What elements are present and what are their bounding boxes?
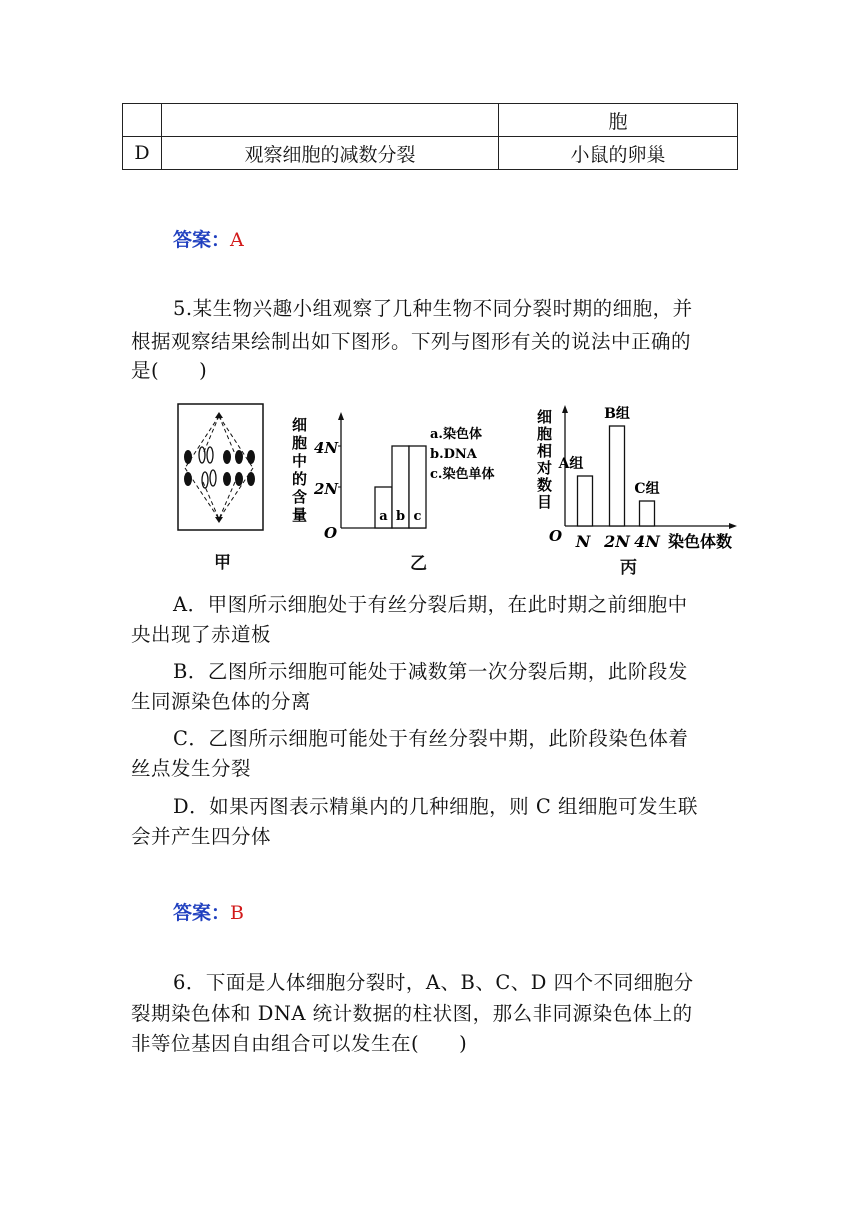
bing-ylabel-char: 胞 xyxy=(537,425,553,443)
yi-bars xyxy=(375,446,426,528)
option-b-line1: B．乙图所示细胞可能处于减数第一次分裂后期，此阶段发 xyxy=(173,660,688,683)
bing-ylabel-char: 对 xyxy=(537,459,553,477)
yi-bar-letter: c xyxy=(413,509,422,524)
option-d-line2: 会并产生四分体 xyxy=(131,825,272,848)
bing-ylabel-char: 相 xyxy=(537,442,553,460)
bing-ylabel-char: 细 xyxy=(537,408,553,426)
table-cell: 观察细胞的减数分裂 xyxy=(162,137,499,170)
yi-ylabel-char: 的 xyxy=(292,470,308,488)
bing-bar xyxy=(578,476,593,526)
bing-group-label: C组 xyxy=(634,481,660,497)
table-cell: 小鼠的卵巢 xyxy=(499,137,738,170)
yi-ylabel-char: 中 xyxy=(292,452,308,470)
option-b-line2: 生同源染色体的分离 xyxy=(131,690,312,713)
answer-line xyxy=(173,225,244,252)
yi-tick-4n: 4N xyxy=(314,439,339,457)
q6-line3: 非等位基因自由组合可以发生在( ) xyxy=(131,1032,468,1055)
yi-tick-2n: 2N xyxy=(314,480,339,498)
option-c-line1: C．乙图所示细胞可能处于有丝分裂中期，此阶段染色体着 xyxy=(173,727,689,750)
bing-xlabel: 染色体数 xyxy=(668,532,733,551)
answer-label: 答案： xyxy=(173,229,231,251)
answer-table xyxy=(122,103,738,170)
figure-bing-label: 丙 xyxy=(620,558,637,578)
bing-group-label: B组 xyxy=(604,406,630,422)
q6-line2: 裂期染色体和 DNA 统计数据的柱状图，那么非同源染色体上的 xyxy=(131,1002,693,1025)
yi-ylabel-char: 量 xyxy=(292,506,308,524)
yi-legend-c: c.染色单体 xyxy=(430,467,495,482)
table-row xyxy=(123,137,738,170)
yi-bar-letter: a xyxy=(379,509,388,524)
figure-yi-chart xyxy=(286,408,526,558)
yi-legend-a: a.染色体 xyxy=(430,427,482,442)
bing-y-arrow-icon xyxy=(562,405,568,413)
q5-stem-line2: 根据观察结果绘制出如下图形。下列与图形有关的说法中正确的 xyxy=(131,330,692,353)
bing-origin: O xyxy=(549,527,563,545)
option-a-line2: 央出现了赤道板 xyxy=(131,623,272,646)
bing-ylabel-char: 数 xyxy=(537,476,553,494)
table-cell: 胞 xyxy=(499,104,738,137)
yi-legend-b: b.DNA xyxy=(430,447,477,462)
yi-ylabel-char: 细 xyxy=(292,416,308,434)
q5-stem-line1: 5.某生物兴趣小组观察了几种生物不同分裂时期的细胞，并 xyxy=(173,297,693,320)
bing-ylabel xyxy=(536,408,552,511)
figure-jia-cell xyxy=(175,402,267,532)
bing-ylabel-char: 目 xyxy=(537,493,553,511)
yi-y-arrow-icon xyxy=(338,412,344,420)
yi-ylabel-char: 含 xyxy=(292,488,308,506)
answer-value: A xyxy=(230,229,244,251)
bing-x-arrow-icon xyxy=(729,523,737,529)
table-cell xyxy=(162,104,499,137)
q5-stem-line3: 是( ) xyxy=(131,359,208,382)
bing-x-tick: N xyxy=(575,532,591,551)
yi-bar-letter: b xyxy=(395,509,406,524)
option-a-line1: A．甲图所示细胞处于有丝分裂后期，在此时期之前细胞中 xyxy=(173,593,688,616)
answer-value: B xyxy=(230,902,244,924)
q6-line1: 6．下面是人体细胞分裂时，A、B、C、D 四个不同细胞分 xyxy=(173,971,694,994)
figure-jia-label: 甲 xyxy=(214,553,231,573)
figure-bing-chart xyxy=(535,400,755,580)
table-cell xyxy=(123,104,162,137)
table-row xyxy=(123,104,738,137)
bing-x-tick: 4N xyxy=(634,532,660,551)
yi-origin: O xyxy=(324,524,338,542)
bing-bar xyxy=(610,426,625,526)
option-c-line2: 丝点发生分裂 xyxy=(131,757,252,780)
bing-bars xyxy=(558,405,662,551)
option-d-line1: D．如果丙图表示精巢内的几种细胞，则 C 组细胞可发生联 xyxy=(173,795,698,818)
figure-yi-label: 乙 xyxy=(410,554,427,574)
answer-label: 答案： xyxy=(173,902,231,924)
bing-group-label: A组 xyxy=(558,456,584,472)
table-cell: D xyxy=(123,137,162,170)
bing-bar xyxy=(640,501,655,526)
yi-ylabel xyxy=(292,416,307,524)
answer-line xyxy=(173,898,244,925)
bing-x-tick: 2N xyxy=(604,532,630,551)
yi-ylabel-char: 胞 xyxy=(292,434,308,452)
